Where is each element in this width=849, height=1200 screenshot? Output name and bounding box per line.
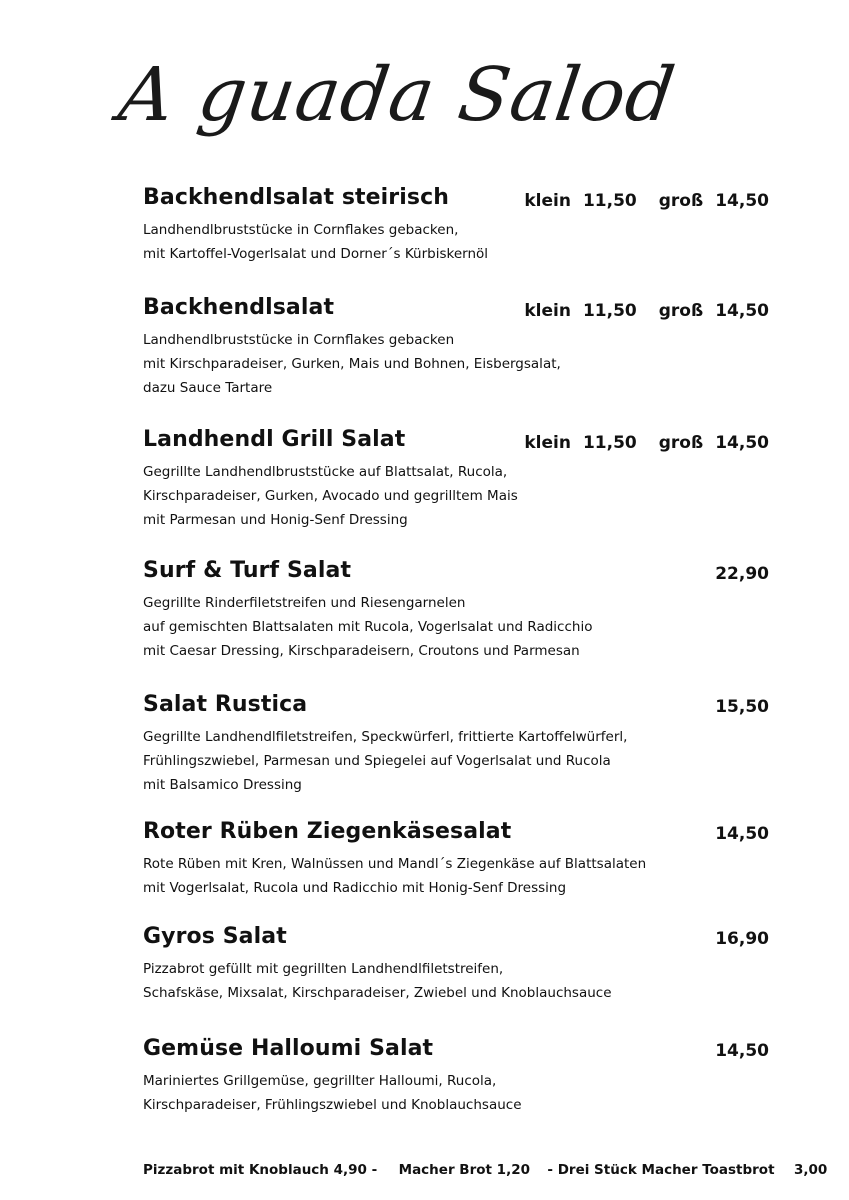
- item-name: Backhendlsalat: [143, 295, 335, 320]
- menu-item: [143, 818, 783, 900]
- item-price: klein 11,50 groß 14,50: [524, 301, 769, 321]
- item-description: Rote Rüben mit Kren, Walnüssen und Mandl´s Ziegenkäse auf Blattsalaten mit Vogerlsalat, Rucola und Radicchio mit Honig-Senf Dressing: [143, 856, 647, 896]
- item-name: Salat Rustica: [143, 692, 308, 717]
- item-price: 16,90: [715, 929, 769, 949]
- item-description: Gegrillte Landhendlfiletstreifen, Speckwürferl, frittierte Kartoffelwürferl, Frühlingszwiebel, Parmesan und Spiegelei auf Vogerlsalat und Rucola mit Balsamico Dressing: [143, 729, 628, 793]
- item-name: Surf & Turf Salat: [143, 558, 352, 583]
- item-description: Pizzabrot gefüllt mit gegrillten Landhendlfiletstreifen, Schafskäse, Mixsalat, Kirschparadeiser, Zwiebel und Knoblauchsauce: [143, 961, 612, 1001]
- item-description: Landhendlbruststücke in Cornflakes gebacken, mit Kartoffel-Vogerlsalat und Dorner´s Kürbiskernöl: [143, 222, 489, 262]
- item-price: 14,50: [715, 1041, 769, 1061]
- item-price: 15,50: [715, 697, 769, 717]
- menu-item: [143, 557, 783, 663]
- item-price: 14,50: [715, 824, 769, 844]
- item-price: 22,90: [715, 564, 769, 584]
- item-description: Landhendlbruststücke in Cornflakes gebacken mit Kirschparadeiser, Gurken, Mais und Bohnen, Eisbergsalat, dazu Sauce Tartare: [143, 332, 561, 396]
- page-title: A guada Salod: [113, 52, 681, 138]
- item-description: Mariniertes Grillgemüse, gegrillter Halloumi, Rucola, Kirschparadeiser, Frühlingszwiebel und Knoblauchsauce: [143, 1073, 522, 1113]
- item-name: Gyros Salat: [143, 924, 287, 949]
- item-price: klein 11,50 groß 14,50: [524, 433, 769, 453]
- item-name: Gemüse Halloumi Salat: [143, 1036, 434, 1061]
- menu-item: [143, 1035, 783, 1117]
- item-price: klein 11,50 groß 14,50: [524, 191, 769, 211]
- menu-item: [143, 923, 783, 1005]
- item-name: Roter Rüben Ziegenkäsesalat: [143, 819, 512, 844]
- footer-extras: Pizzabrot mit Knoblauch 4,90 - Macher Brot 1,20 - Drei Stück Macher Toastbrot 3,00: [143, 1162, 828, 1178]
- item-name: Backhendlsalat steirisch: [143, 185, 449, 210]
- item-description: Gegrillte Rinderfiletstreifen und Riesengarnelen auf gemischten Blattsalaten mit Rucola, Vogerlsalat und Radicchio mit Caesar Dressing, Kirschparadeisern, Croutons und Parmesan: [143, 595, 593, 659]
- menu-item: [143, 691, 783, 797]
- item-name: Landhendl Grill Salat: [143, 427, 406, 452]
- item-description: Gegrillte Landhendlbruststücke auf Blattsalat, Rucola, Kirschparadeiser, Gurken, Avocado und gegrilltem Mais mit Parmesan und Honig-Senf Dressing: [143, 464, 518, 528]
